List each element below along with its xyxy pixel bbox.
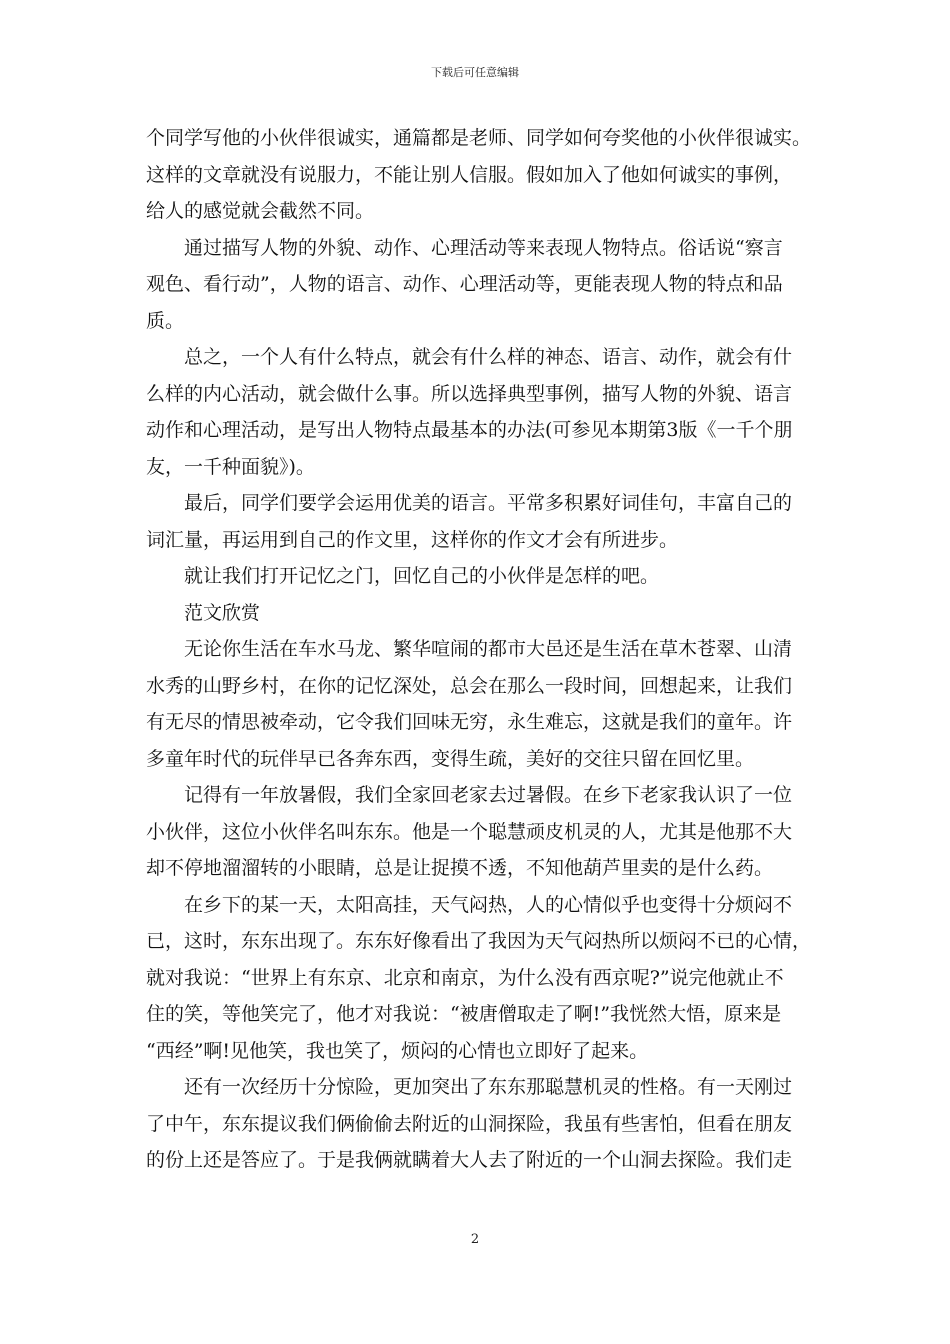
text-line: 观色、看行动”，人物的语言、动作、心理活动等，更能表现人物的特点和品 [146, 273, 783, 295]
text-line: 质。 [146, 309, 185, 332]
text-line: 么样的内心活动，就会做什么事。所以选择典型事例，描写人物的外貌、语言 [146, 382, 793, 405]
text-line: 了中午，东东提议我们俩偷偷去附近的山洞探险，我虽有些害怕，但看在朋友 [146, 1112, 793, 1135]
paragraph-start: 就让我们打开记忆之门，回忆自己的小伙伴是怎样的吧。 [184, 565, 660, 587]
text-line: 却不停地溜溜转的小眼睛，总是让捉摸不透，不知他葫芦里卖的是什么药。 [146, 857, 774, 879]
text-line: 多童年时代的玩伴早已各奔东西，变得生疏，美好的交往只留在回忆里。 [146, 747, 755, 770]
paragraph-start: 总之，一个人有什么特点，就会有什么样的神态、语言、动作，就会有什 [184, 346, 793, 368]
paragraph-start: 记得有一年放暑假，我们全家回老家去过暑假。在乡下老家我认识了一位 [184, 784, 793, 806]
section-heading: 范文欣赏 [184, 601, 261, 624]
paragraph-start: 还有一次经历十分惊险，更加突出了东东那聪慧机灵的性格。有一天刚过 [184, 1076, 793, 1098]
paragraph-start: 无论你生活在车水马龙、繁华喧闹的都市大邑还是生活在草木苍翠、山清 [184, 638, 793, 660]
page-number: 2 [470, 1232, 480, 1247]
paragraph-start: 在乡下的某一天，太阳高挂，天气闷热，人的心情似乎也变得十分烦闷不 [184, 893, 793, 916]
text-line: 小伙伴，这位小伙伴名叫东东。他是一个聪慧顽皮机灵的人，尤其是他那不大 [146, 820, 793, 843]
text-line: 已，这时，东东出现了。东东好像看出了我因为天气闷热所以烦闷不已的心情， [146, 930, 812, 952]
text-line: 就对我说：“世界上有东京、北京和南京，为什么没有西京呢?”说完他就止不 [146, 966, 784, 989]
text-line: 个同学写他的小伙伴很诚实，通篇都是老师、同学如何夸奖他的小伙伴很诚实。 [146, 127, 812, 149]
text-line: 词汇量，再运用到自己的作文里，这样你的作文才会有所进步。 [146, 528, 679, 551]
text-line: 动作和心理活动，是写出人物特点最基本的办法(可参见本期第3版《一千个朋 [146, 419, 793, 441]
document-body [146, 120, 826, 1179]
text-line: 这样的文章就没有说服力，不能让别人信服。假如加入了他如何诚实的事例， [146, 163, 793, 186]
text-line: 的份上还是答应了。于是我俩就瞒着大人去了附近的一个山洞去探险。我们走 [146, 1149, 793, 1171]
text-line: “西经”啊!见他笑，我也笑了，烦闷的心情也立即好了起来。 [146, 1039, 649, 1062]
page-header: 下载后可任意编辑 [431, 66, 519, 79]
text-line: 水秀的山野乡村，在你的记忆深处，总会在那么一段时间，回想起来，让我们 [146, 674, 793, 697]
paragraph-start: 最后，同学们要学会运用优美的语言。平常多积累好词佳句，丰富自己的 [184, 492, 793, 514]
paragraph-start: 通过描写人物的外貌、动作、心理活动等来表现人物特点。俗话说“察言 [184, 236, 783, 259]
text-line: 住的笑，等他笑完了，他才对我说：“被唐僧取走了啊!”我恍然大悟，原来是 [146, 1003, 782, 1025]
text-line: 给人的感觉就会截然不同。 [146, 200, 375, 222]
text-line: 友，一千种面貌》)。 [146, 455, 315, 478]
text-line: 有无尽的情思被牵动，它令我们回味无穷，永生难忘，这就是我们的童年。许 [146, 711, 793, 733]
